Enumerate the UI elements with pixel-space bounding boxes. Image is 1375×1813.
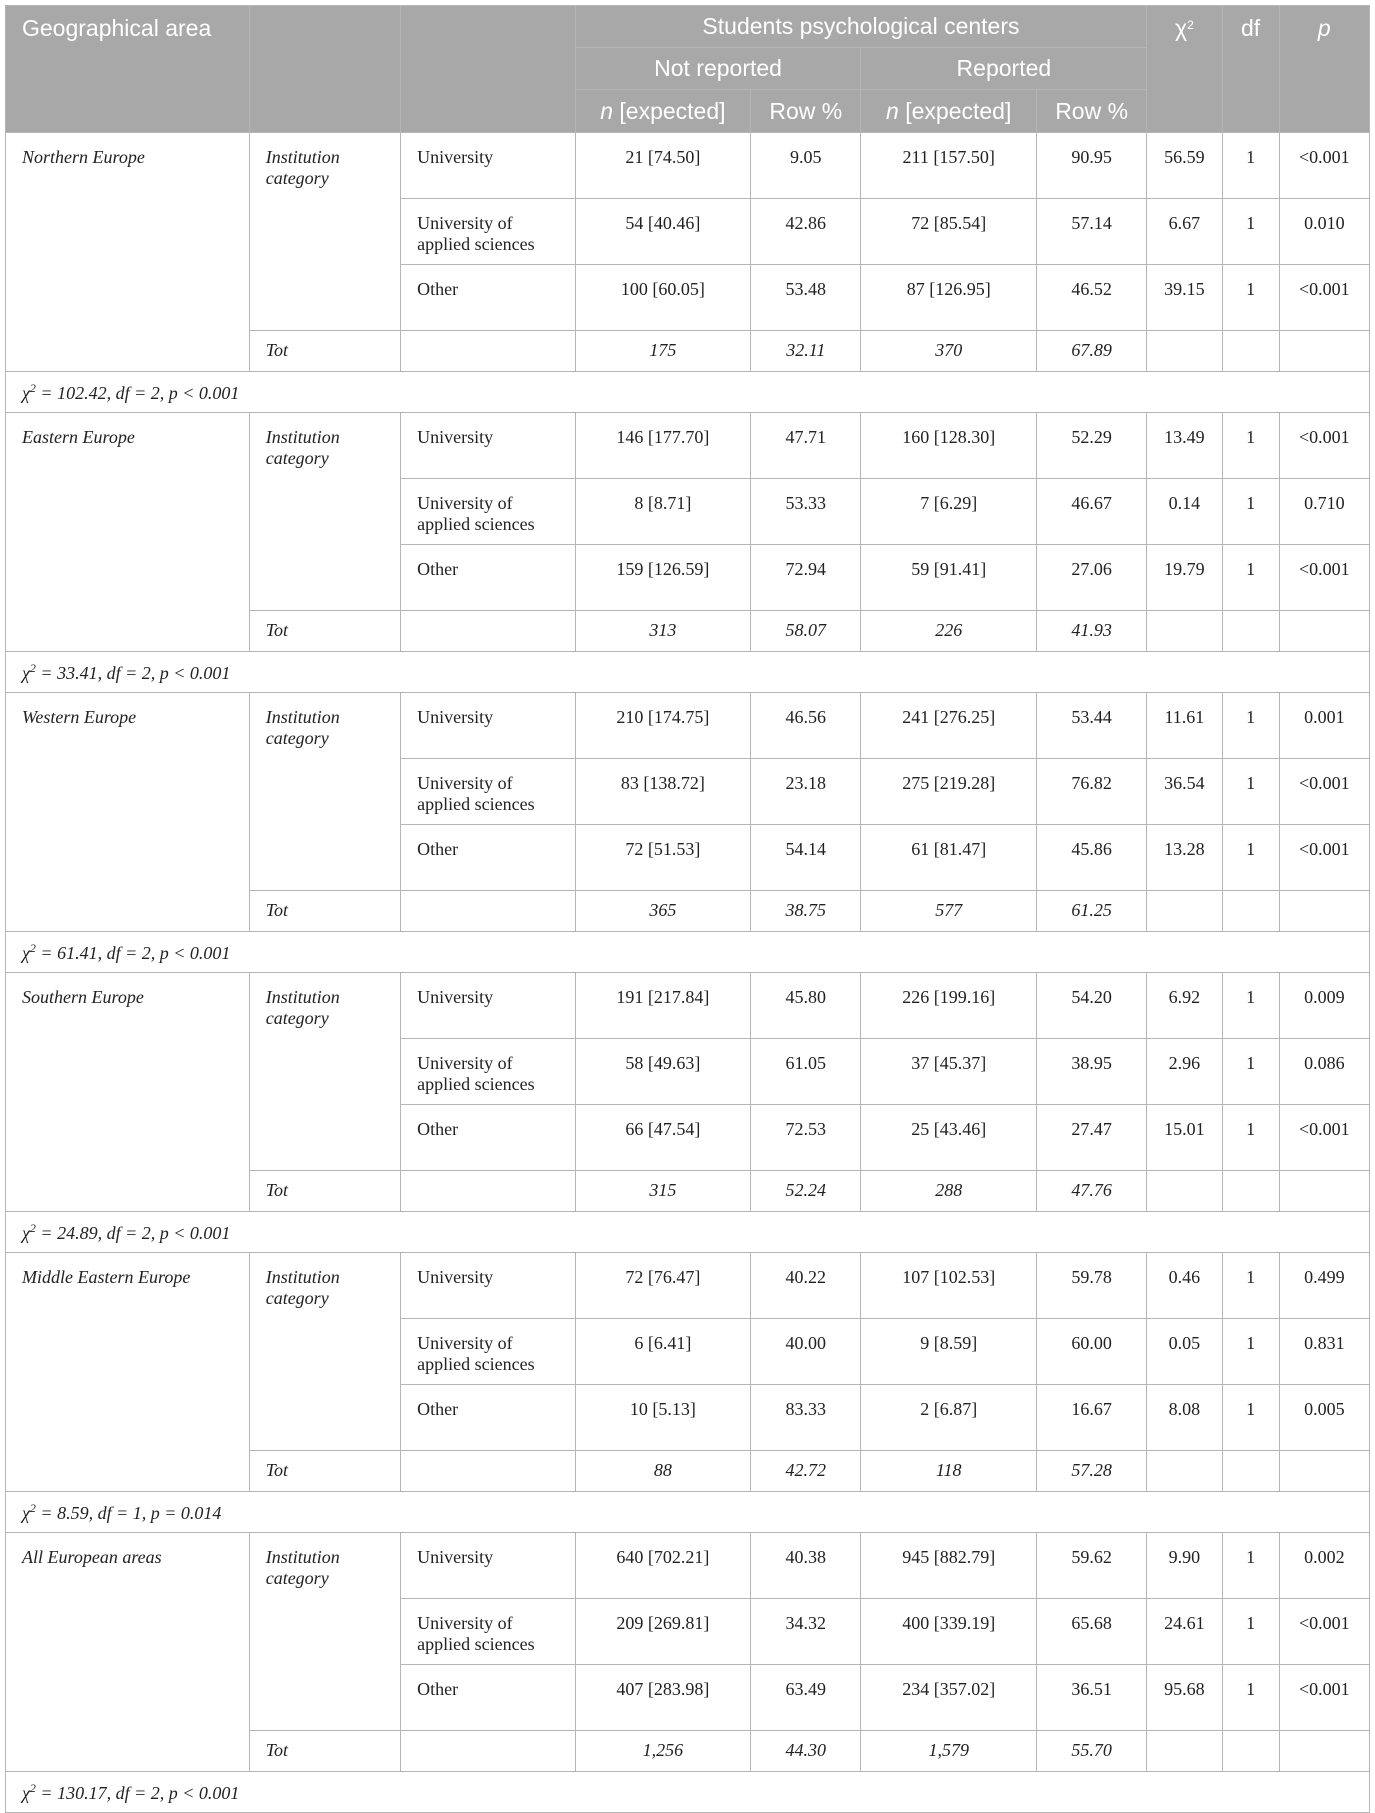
reported-row-pct: 27.06: [1036, 545, 1146, 611]
header-expected-text: [expected]: [898, 97, 1012, 124]
p-value: 0.010: [1279, 199, 1369, 265]
not-reported-row-pct: 72.53: [751, 1105, 861, 1171]
reported-row-pct: 16.67: [1036, 1385, 1146, 1451]
df-value: 1: [1222, 1253, 1279, 1319]
not-reported-n-expected: 10 [5.13]: [575, 1385, 751, 1451]
summary-chi-sup: 2: [29, 1501, 36, 1515]
chi-square-value: 13.49: [1147, 413, 1222, 479]
summary-statistics: [6, 932, 1370, 973]
not-reported-row-pct: 47.71: [751, 413, 861, 479]
reported-row-pct: 46.67: [1036, 479, 1146, 545]
not-reported-n-expected: 54 [40.46]: [575, 199, 751, 265]
total-blank-cell: [1222, 1451, 1279, 1492]
chi-square-value: 36.54: [1147, 759, 1222, 825]
header-reported: Reported: [861, 48, 1147, 90]
table-row: [6, 133, 1370, 199]
institution-type-label: Other: [401, 825, 576, 891]
total-blank-cell: [401, 1731, 576, 1772]
total-blank-cell: [1279, 1171, 1369, 1212]
summary-statistics: [6, 1212, 1370, 1253]
reported-n-expected: 2 [6.87]: [861, 1385, 1037, 1451]
p-value: <0.001: [1279, 1599, 1369, 1665]
institution-category-label: Institution category: [249, 133, 400, 331]
chi-square-value: 95.68: [1147, 1665, 1222, 1731]
total-reported-n: 370: [861, 331, 1037, 372]
summary-chi-sup: 2: [29, 1221, 36, 1235]
total-blank-cell: [401, 891, 576, 932]
not-reported-n-expected: 210 [174.75]: [575, 693, 751, 759]
header-expected-text: [expected]: [613, 97, 726, 124]
total-blank-cell: [1147, 1451, 1222, 1492]
summary-chi-symbol: χ: [22, 1503, 30, 1523]
header-r-n-expected: [861, 90, 1037, 133]
reported-n-expected: 87 [126.95]: [861, 265, 1037, 331]
reported-row-pct: 52.29: [1036, 413, 1146, 479]
total-not-reported-n: 313: [575, 611, 751, 652]
total-label: Tot: [249, 331, 400, 372]
total-blank-cell: [401, 331, 576, 372]
total-blank-cell: [1147, 331, 1222, 372]
header-not-reported: Not reported: [575, 48, 861, 90]
not-reported-n-expected: 21 [74.50]: [575, 133, 751, 199]
area-name: Western Europe: [6, 693, 250, 932]
p-value: <0.001: [1279, 825, 1369, 891]
not-reported-n-expected: 66 [47.54]: [575, 1105, 751, 1171]
header-blank-category: [249, 6, 400, 133]
total-blank-cell: [1222, 331, 1279, 372]
reported-n-expected: 160 [128.30]: [861, 413, 1037, 479]
area-name: Northern Europe: [6, 133, 250, 372]
institution-type-label: University: [401, 1253, 576, 1319]
p-value: 0.005: [1279, 1385, 1369, 1451]
not-reported-n-expected: 72 [76.47]: [575, 1253, 751, 1319]
total-blank-cell: [1279, 1731, 1369, 1772]
chi-square-value: 39.15: [1147, 265, 1222, 331]
summary-statistics: [6, 372, 1370, 413]
df-value: 1: [1222, 693, 1279, 759]
reported-n-expected: 9 [8.59]: [861, 1319, 1037, 1385]
total-blank-cell: [1147, 1731, 1222, 1772]
chi-square-value: 0.05: [1147, 1319, 1222, 1385]
summary-row: [6, 1772, 1370, 1813]
reported-row-pct: 38.95: [1036, 1039, 1146, 1105]
area-name: Eastern Europe: [6, 413, 250, 652]
df-value: 1: [1222, 825, 1279, 891]
reported-n-expected: 59 [91.41]: [861, 545, 1037, 611]
reported-n-expected: 25 [43.46]: [861, 1105, 1037, 1171]
institution-type-label: University of applied sciences: [401, 199, 576, 265]
summary-text: = 102.42, df = 2, p < 0.001: [40, 383, 240, 403]
chi-square-value: 0.46: [1147, 1253, 1222, 1319]
total-reported-pct: 57.28: [1036, 1451, 1146, 1492]
df-value: 1: [1222, 413, 1279, 479]
not-reported-n-expected: 72 [51.53]: [575, 825, 751, 891]
reported-n-expected: 72 [85.54]: [861, 199, 1037, 265]
total-blank-cell: [1222, 611, 1279, 652]
header-df: df: [1222, 6, 1279, 133]
p-value: <0.001: [1279, 413, 1369, 479]
df-value: 1: [1222, 199, 1279, 265]
table-row: [6, 973, 1370, 1039]
institution-type-label: University: [401, 1533, 576, 1599]
institution-type-label: University: [401, 133, 576, 199]
header-nr-row-pct: Row %: [751, 90, 861, 133]
total-not-reported-pct: 42.72: [751, 1451, 861, 1492]
p-value: 0.086: [1279, 1039, 1369, 1105]
not-reported-n-expected: 6 [6.41]: [575, 1319, 751, 1385]
p-value: 0.001: [1279, 693, 1369, 759]
chi-square-value: 6.92: [1147, 973, 1222, 1039]
p-value: <0.001: [1279, 265, 1369, 331]
area-name: Middle Eastern Europe: [6, 1253, 250, 1492]
chi-square-value: 0.14: [1147, 479, 1222, 545]
total-label: Tot: [249, 611, 400, 652]
summary-statistics: [6, 652, 1370, 693]
not-reported-n-expected: 640 [702.21]: [575, 1533, 751, 1599]
summary-statistics: [6, 1772, 1370, 1813]
summary-text: = 8.59, df = 1, p = 0.014: [40, 1503, 222, 1523]
total-reported-n: 226: [861, 611, 1037, 652]
institution-type-label: University: [401, 693, 576, 759]
reported-row-pct: 53.44: [1036, 693, 1146, 759]
header-r-row-pct: Row %: [1036, 90, 1146, 133]
df-value: 1: [1222, 133, 1279, 199]
summary-text: = 61.41, df = 2, p < 0.001: [40, 943, 231, 963]
reported-n-expected: 226 [199.16]: [861, 973, 1037, 1039]
not-reported-n-expected: 209 [269.81]: [575, 1599, 751, 1665]
reported-n-expected: 241 [276.25]: [861, 693, 1037, 759]
summary-text: = 33.41, df = 2, p < 0.001: [40, 663, 231, 683]
chi-square-value: 11.61: [1147, 693, 1222, 759]
reported-row-pct: 60.00: [1036, 1319, 1146, 1385]
chi-square-value: 19.79: [1147, 545, 1222, 611]
not-reported-row-pct: 42.86: [751, 199, 861, 265]
results-table-container: [5, 5, 1370, 1813]
reported-row-pct: 45.86: [1036, 825, 1146, 891]
summary-chi-sup: 2: [29, 1781, 36, 1795]
total-blank-cell: [1222, 1731, 1279, 1772]
total-reported-pct: 47.76: [1036, 1171, 1146, 1212]
institution-type-label: University of applied sciences: [401, 1599, 576, 1665]
chi-square-value: 24.61: [1147, 1599, 1222, 1665]
not-reported-n-expected: 58 [49.63]: [575, 1039, 751, 1105]
total-label: Tot: [249, 1451, 400, 1492]
not-reported-n-expected: 159 [126.59]: [575, 545, 751, 611]
institution-type-label: University: [401, 413, 576, 479]
header-n-symbol: n: [886, 97, 899, 124]
not-reported-row-pct: 63.49: [751, 1665, 861, 1731]
reported-row-pct: 57.14: [1036, 199, 1146, 265]
header-blank-label: [401, 6, 576, 133]
reported-n-expected: 234 [357.02]: [861, 1665, 1037, 1731]
p-value: 0.002: [1279, 1533, 1369, 1599]
total-blank-cell: [1147, 1171, 1222, 1212]
total-label: Tot: [249, 1171, 400, 1212]
total-not-reported-n: 88: [575, 1451, 751, 1492]
p-value: <0.001: [1279, 1105, 1369, 1171]
header-chi-sup: 2: [1187, 18, 1194, 32]
total-blank-cell: [401, 611, 576, 652]
chi-square-value: 9.90: [1147, 1533, 1222, 1599]
total-reported-n: 288: [861, 1171, 1037, 1212]
not-reported-n-expected: 407 [283.98]: [575, 1665, 751, 1731]
institution-type-label: Other: [401, 1385, 576, 1451]
total-reported-pct: 41.93: [1036, 611, 1146, 652]
p-value: 0.710: [1279, 479, 1369, 545]
reported-n-expected: 211 [157.50]: [861, 133, 1037, 199]
reported-row-pct: 46.52: [1036, 265, 1146, 331]
total-not-reported-n: 315: [575, 1171, 751, 1212]
not-reported-row-pct: 23.18: [751, 759, 861, 825]
institution-type-label: University of applied sciences: [401, 479, 576, 545]
institution-type-label: University of applied sciences: [401, 759, 576, 825]
total-blank-cell: [1222, 891, 1279, 932]
header-chi-square: [1147, 6, 1222, 133]
table-body: [6, 133, 1370, 1813]
df-value: 1: [1222, 759, 1279, 825]
reported-row-pct: 36.51: [1036, 1665, 1146, 1731]
summary-chi-sup: 2: [29, 661, 36, 675]
institution-category-label: Institution category: [249, 1253, 400, 1451]
institution-type-label: University of applied sciences: [401, 1039, 576, 1105]
total-reported-n: 118: [861, 1451, 1037, 1492]
total-not-reported-n: 1,256: [575, 1731, 751, 1772]
not-reported-n-expected: 146 [177.70]: [575, 413, 751, 479]
not-reported-row-pct: 54.14: [751, 825, 861, 891]
chi-square-value: 15.01: [1147, 1105, 1222, 1171]
summary-chi-symbol: χ: [22, 1223, 30, 1243]
institution-type-label: University: [401, 973, 576, 1039]
chi-square-value: 2.96: [1147, 1039, 1222, 1105]
institution-category-label: Institution category: [249, 413, 400, 611]
header-n-symbol: n: [600, 97, 614, 124]
not-reported-n-expected: 8 [8.71]: [575, 479, 751, 545]
summary-chi-symbol: χ: [22, 943, 30, 963]
p-value: 0.499: [1279, 1253, 1369, 1319]
area-name: All European areas: [6, 1533, 250, 1772]
not-reported-row-pct: 9.05: [751, 133, 861, 199]
not-reported-row-pct: 72.94: [751, 545, 861, 611]
total-blank-cell: [1279, 331, 1369, 372]
p-value: 0.009: [1279, 973, 1369, 1039]
total-blank-cell: [1279, 891, 1369, 932]
not-reported-n-expected: 83 [138.72]: [575, 759, 751, 825]
total-not-reported-pct: 58.07: [751, 611, 861, 652]
df-value: 1: [1222, 1599, 1279, 1665]
reported-row-pct: 90.95: [1036, 133, 1146, 199]
header-nr-n-expected: [575, 90, 751, 133]
not-reported-row-pct: 83.33: [751, 1385, 861, 1451]
reported-n-expected: 400 [339.19]: [861, 1599, 1037, 1665]
p-value: <0.001: [1279, 133, 1369, 199]
df-value: 1: [1222, 265, 1279, 331]
not-reported-n-expected: 191 [217.84]: [575, 973, 751, 1039]
institution-type-label: Other: [401, 545, 576, 611]
total-not-reported-n: 175: [575, 331, 751, 372]
total-blank-cell: [1279, 1451, 1369, 1492]
reported-n-expected: 945 [882.79]: [861, 1533, 1037, 1599]
total-blank-cell: [1147, 891, 1222, 932]
total-not-reported-n: 365: [575, 891, 751, 932]
total-reported-n: 577: [861, 891, 1037, 932]
df-value: 1: [1222, 973, 1279, 1039]
not-reported-row-pct: 45.80: [751, 973, 861, 1039]
not-reported-row-pct: 40.22: [751, 1253, 861, 1319]
total-not-reported-pct: 32.11: [751, 331, 861, 372]
institution-category-label: Institution category: [249, 1533, 400, 1731]
reported-n-expected: 275 [219.28]: [861, 759, 1037, 825]
df-value: 1: [1222, 479, 1279, 545]
header-chi-symbol: χ: [1175, 15, 1188, 41]
p-value: <0.001: [1279, 1665, 1369, 1731]
summary-chi-symbol: χ: [22, 383, 30, 403]
reported-row-pct: 59.78: [1036, 1253, 1146, 1319]
not-reported-row-pct: 61.05: [751, 1039, 861, 1105]
p-value: <0.001: [1279, 545, 1369, 611]
reported-row-pct: 54.20: [1036, 973, 1146, 1039]
summary-row: [6, 652, 1370, 693]
not-reported-row-pct: 53.33: [751, 479, 861, 545]
not-reported-row-pct: 34.32: [751, 1599, 861, 1665]
header-geographical-area: Geographical area: [6, 6, 250, 133]
header-p: p: [1279, 6, 1369, 133]
institution-type-label: Other: [401, 265, 576, 331]
total-reported-n: 1,579: [861, 1731, 1037, 1772]
total-label: Tot: [249, 891, 400, 932]
table-header: [6, 6, 1370, 133]
total-not-reported-pct: 52.24: [751, 1171, 861, 1212]
table-row: [6, 1533, 1370, 1599]
reported-n-expected: 107 [102.53]: [861, 1253, 1037, 1319]
reported-n-expected: 61 [81.47]: [861, 825, 1037, 891]
table-row: [6, 413, 1370, 479]
summary-row: [6, 1492, 1370, 1533]
reported-row-pct: 65.68: [1036, 1599, 1146, 1665]
not-reported-row-pct: 40.00: [751, 1319, 861, 1385]
chi-square-value: 8.08: [1147, 1385, 1222, 1451]
total-blank-cell: [1147, 611, 1222, 652]
table-row: [6, 1253, 1370, 1319]
summary-row: [6, 1212, 1370, 1253]
summary-chi-sup: 2: [29, 381, 36, 395]
total-reported-pct: 67.89: [1036, 331, 1146, 372]
institution-type-label: Other: [401, 1665, 576, 1731]
not-reported-n-expected: 100 [60.05]: [575, 265, 751, 331]
header-students-psychological-centers: Students psychological centers: [575, 6, 1147, 48]
chi-square-value: 6.67: [1147, 199, 1222, 265]
institution-category-label: Institution category: [249, 693, 400, 891]
not-reported-row-pct: 46.56: [751, 693, 861, 759]
summary-text: = 130.17, df = 2, p < 0.001: [40, 1783, 240, 1803]
p-value: 0.831: [1279, 1319, 1369, 1385]
summary-statistics: [6, 1492, 1370, 1533]
institution-type-label: University of applied sciences: [401, 1319, 576, 1385]
total-blank-cell: [1279, 611, 1369, 652]
summary-row: [6, 372, 1370, 413]
institution-type-label: Other: [401, 1105, 576, 1171]
chi-square-value: 56.59: [1147, 133, 1222, 199]
reported-n-expected: 37 [45.37]: [861, 1039, 1037, 1105]
summary-chi-symbol: χ: [22, 1783, 30, 1803]
reported-row-pct: 59.62: [1036, 1533, 1146, 1599]
total-reported-pct: 61.25: [1036, 891, 1146, 932]
reported-row-pct: 27.47: [1036, 1105, 1146, 1171]
summary-chi-symbol: χ: [22, 663, 30, 683]
df-value: 1: [1222, 1665, 1279, 1731]
not-reported-row-pct: 40.38: [751, 1533, 861, 1599]
summary-row: [6, 932, 1370, 973]
institution-category-label: Institution category: [249, 973, 400, 1171]
p-value: <0.001: [1279, 759, 1369, 825]
total-label: Tot: [249, 1731, 400, 1772]
total-not-reported-pct: 44.30: [751, 1731, 861, 1772]
total-blank-cell: [401, 1451, 576, 1492]
reported-row-pct: 76.82: [1036, 759, 1146, 825]
reported-n-expected: 7 [6.29]: [861, 479, 1037, 545]
df-value: 1: [1222, 1039, 1279, 1105]
df-value: 1: [1222, 1105, 1279, 1171]
chi-square-value: 13.28: [1147, 825, 1222, 891]
df-value: 1: [1222, 1385, 1279, 1451]
results-table: [5, 5, 1370, 1813]
total-blank-cell: [1222, 1171, 1279, 1212]
summary-text: = 24.89, df = 2, p < 0.001: [40, 1223, 231, 1243]
df-value: 1: [1222, 1533, 1279, 1599]
summary-chi-sup: 2: [29, 941, 36, 955]
total-blank-cell: [401, 1171, 576, 1212]
total-reported-pct: 55.70: [1036, 1731, 1146, 1772]
area-name: Southern Europe: [6, 973, 250, 1212]
df-value: 1: [1222, 545, 1279, 611]
not-reported-row-pct: 53.48: [751, 265, 861, 331]
df-value: 1: [1222, 1319, 1279, 1385]
table-row: [6, 693, 1370, 759]
total-not-reported-pct: 38.75: [751, 891, 861, 932]
